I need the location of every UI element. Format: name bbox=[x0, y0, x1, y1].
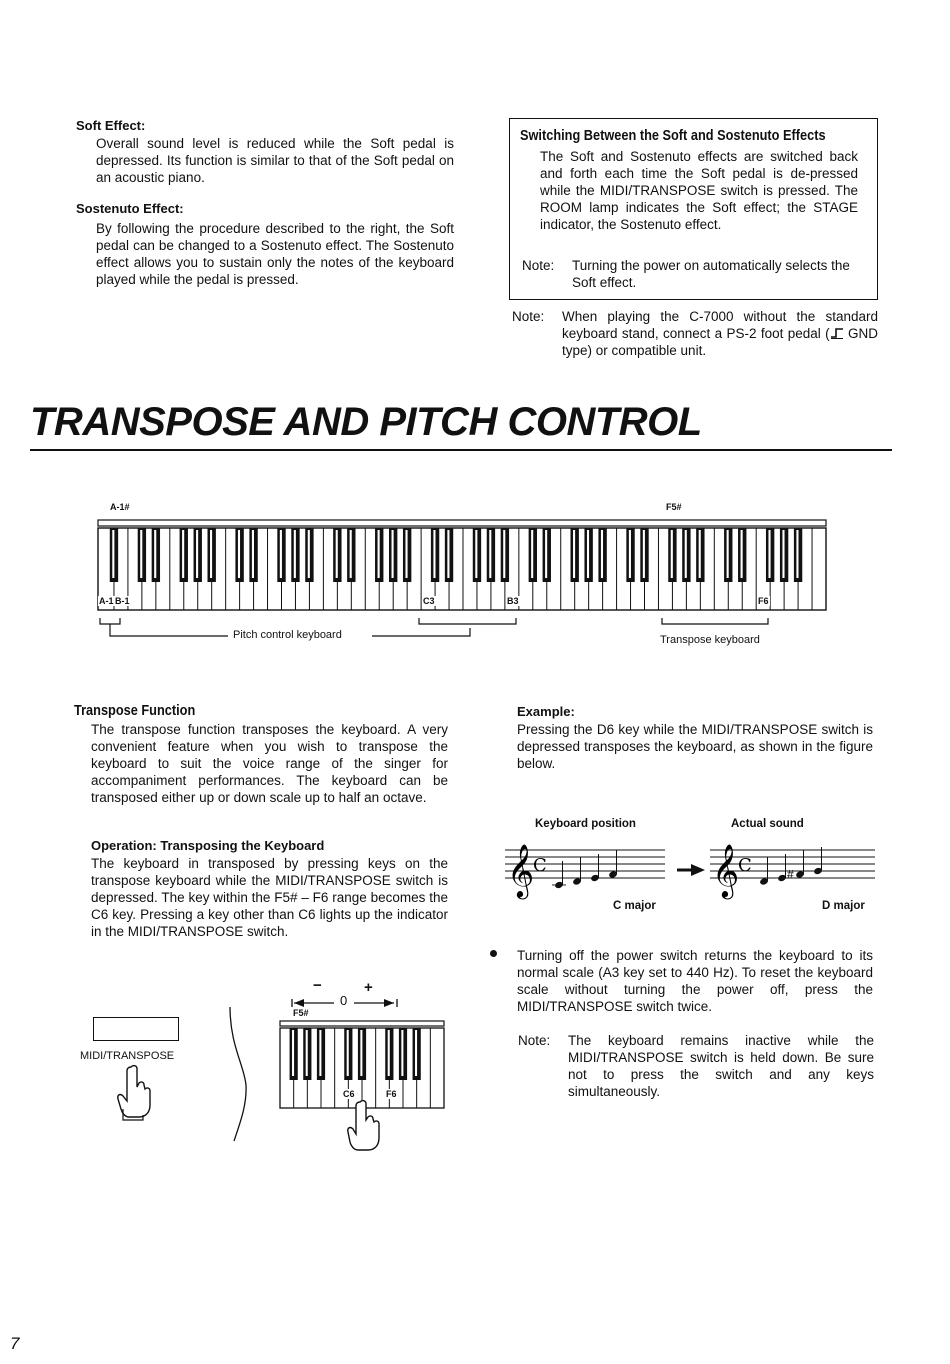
black-key-highlight bbox=[378, 530, 380, 578]
bullet-icon bbox=[490, 950, 497, 957]
midi-transpose-switch bbox=[93, 1017, 179, 1041]
black-key-highlight bbox=[447, 530, 449, 578]
treble-clef-icon: 𝄞 bbox=[712, 843, 740, 897]
black-key-highlight bbox=[392, 530, 394, 578]
example-body: Pressing the D6 key while the MIDI/TRANSPOSE switch is depressed transposes the keyboard, as shown in the figure below. bbox=[517, 722, 873, 771]
switching-note-text: Turning the power on automatically selects the Soft effect. bbox=[572, 258, 850, 290]
black-key-highlight bbox=[503, 530, 505, 578]
common-time-icon: C bbox=[533, 855, 547, 876]
black-key-highlight bbox=[347, 1030, 349, 1076]
sostenuto-effect-body: By following the procedure described to the right, the Soft pedal can be changed to a Sostenuto effect. The Sostenuto effect allows you to sustain only the notes of the keyboard played while the pedal is pressed. bbox=[96, 221, 454, 287]
black-key-highlight bbox=[796, 530, 798, 578]
black-key-highlight bbox=[587, 530, 589, 578]
black-key-highlight bbox=[154, 530, 156, 578]
black-key-highlight bbox=[196, 530, 198, 578]
sostenuto-effect-heading: Sostenuto Effect: bbox=[76, 201, 184, 216]
switching-box bbox=[509, 118, 878, 300]
black-key-highlight bbox=[401, 1030, 403, 1076]
black-key-highlight bbox=[545, 530, 547, 578]
music-notation-example bbox=[505, 836, 880, 904]
d-major-label: D major bbox=[822, 900, 865, 912]
bottom-note-text: The keyboard remains inactive while the MIDI/TRANSPOSE switch is held down. Be sure not to press the switch and any keys simultaneously. bbox=[568, 1033, 874, 1099]
black-key-highlight bbox=[671, 530, 673, 578]
bottom-note bbox=[518, 1032, 874, 1100]
transpose-minus: − bbox=[313, 977, 322, 994]
figure-bracket bbox=[226, 1005, 256, 1145]
black-key-highlight bbox=[112, 530, 114, 578]
stand-note bbox=[512, 308, 878, 359]
key-label-c3: C3 bbox=[423, 596, 435, 606]
example-heading: Example: bbox=[517, 704, 575, 719]
stand-note-text bbox=[562, 308, 878, 359]
black-key-highlight bbox=[433, 530, 435, 578]
page-number: 7 bbox=[10, 1334, 20, 1353]
pitch-control-label: Pitch control keyboard bbox=[233, 629, 342, 641]
transpose-function-body: The transpose function transposes the keyboard. A very convenient feature when you wish to transpose the keyboard to suit the voice range of the singer for accompaniment performances. The keyboard can be transposed either up or down scale up to half an octave. bbox=[91, 722, 448, 805]
full-keyboard-diagram bbox=[96, 518, 832, 618]
black-key-highlight bbox=[182, 530, 184, 578]
key-label-f6: F6 bbox=[758, 596, 769, 606]
small-c6-label: C6 bbox=[343, 1089, 355, 1099]
small-f5-label: F5# bbox=[293, 1008, 309, 1018]
staff-d-major bbox=[710, 843, 875, 899]
key-label-b-1: B-1 bbox=[115, 596, 130, 606]
black-key-highlight bbox=[415, 1030, 417, 1076]
black-key-highlight bbox=[319, 1030, 321, 1076]
midi-transpose-switch-label: MIDI/TRANSPOSE bbox=[80, 1050, 175, 1062]
key-label-a-1: A-1 bbox=[99, 596, 114, 606]
black-key-highlight bbox=[308, 530, 310, 578]
small-f6-label: F6 bbox=[386, 1089, 397, 1099]
stand-note-text-b: GND type) or compatible unit. bbox=[562, 326, 878, 358]
stand-note-key: Note: bbox=[512, 309, 545, 324]
black-key-highlight bbox=[280, 530, 282, 578]
top-left-key-label: A-1# bbox=[110, 502, 130, 512]
black-key-highlight bbox=[360, 1030, 362, 1076]
black-key-highlight bbox=[727, 530, 729, 578]
black-key-highlight bbox=[643, 530, 645, 578]
transpose-zero: 0 bbox=[340, 993, 348, 1008]
stand-note-text-a: When playing the C-7000 without the standard keyboard stand, connect a PS-2 foot pedal ( bbox=[562, 309, 878, 341]
black-key-highlight bbox=[629, 530, 631, 578]
black-key-highlight bbox=[768, 530, 770, 578]
transpose-keyboard-label: Transpose keyboard bbox=[660, 634, 760, 646]
treble-clef-icon: 𝄞 bbox=[507, 843, 535, 897]
black-key-highlight bbox=[601, 530, 603, 578]
pressing-hand-icon bbox=[115, 1065, 155, 1121]
top-right-key-label: F5# bbox=[666, 502, 682, 512]
transpose-plus: + bbox=[364, 979, 373, 996]
black-key-highlight bbox=[531, 530, 533, 578]
pedal-switch-symbol-icon bbox=[830, 327, 844, 339]
black-key-highlight bbox=[685, 530, 687, 578]
black-key-highlight bbox=[782, 530, 784, 578]
switching-note-key: Note: bbox=[522, 258, 555, 273]
black-key-highlight bbox=[210, 530, 212, 578]
key-label-b3: B3 bbox=[507, 596, 519, 606]
bottom-note-key: Note: bbox=[518, 1033, 551, 1048]
c-major-label: C major bbox=[613, 900, 656, 912]
black-key-highlight bbox=[140, 530, 142, 578]
switching-body: The Soft and Sostenuto effects are switched back and forth each time the Soft pedal is de-pressed while the MIDI/TRANSPOSE switch is pressed. The ROOM lamp indicates the Soft effect; the STAGE indicator, the Sostenuto effect. bbox=[540, 149, 858, 232]
operation-heading: Operation: Transposing the Keyboard bbox=[91, 838, 325, 853]
section-rule bbox=[30, 449, 892, 451]
transpose-function-heading: Transpose Function bbox=[74, 703, 196, 719]
pressing-finger-icon bbox=[346, 1100, 382, 1154]
section-title: TRANSPOSE AND PITCH CONTROL bbox=[30, 400, 702, 444]
black-key-highlight bbox=[350, 530, 352, 578]
black-key-highlight bbox=[252, 530, 254, 578]
actual-sound-label: Actual sound bbox=[731, 818, 804, 830]
power-reset-text: Turning off the power switch returns the keyboard to its normal scale (A3 key set to 440 Hz). To reset the keyboard scale without turning the power off, press the MIDI/TRANSPOSE switch twice. bbox=[517, 948, 873, 1014]
common-time-icon: C bbox=[738, 855, 752, 876]
keyboard-body bbox=[98, 528, 826, 610]
black-key-highlight bbox=[489, 530, 491, 578]
operation-body: The keyboard in transposed by pressing keys on the transpose keyboard while the MIDI/TRANSPOSE switch is depressed. The key within the F5# – F6 range becomes the C6 key. Pressing a key other than C6 lights up the indicator in the MIDI/TRANSPOSE switch. bbox=[91, 856, 448, 939]
black-key-highlight bbox=[306, 1030, 308, 1076]
black-key-highlight bbox=[336, 530, 338, 578]
small-keyboard-rail bbox=[280, 1021, 444, 1026]
black-key-highlight bbox=[292, 1030, 294, 1076]
switching-note bbox=[522, 257, 862, 291]
switching-heading: Switching Between the Soft and Sostenuto Effects bbox=[520, 128, 826, 144]
keyboard-top-rail bbox=[98, 520, 826, 526]
black-key-highlight bbox=[238, 530, 240, 578]
soft-effect-heading: Soft Effect: bbox=[76, 118, 146, 133]
black-key-highlight bbox=[741, 530, 743, 578]
black-key-highlight bbox=[573, 530, 575, 578]
staff-c-major bbox=[505, 843, 665, 899]
black-key-highlight bbox=[475, 530, 477, 578]
black-key-highlight bbox=[405, 530, 407, 578]
black-key-highlight bbox=[294, 530, 296, 578]
soft-effect-body: Overall sound level is reduced while the Soft pedal is depressed. Its function is similar to that of the Soft pedal on an acoustic piano. bbox=[96, 136, 454, 185]
sharp-icon: # bbox=[787, 867, 794, 882]
transpose-arrow-icon bbox=[677, 864, 705, 876]
black-key-highlight bbox=[388, 1030, 390, 1076]
keyboard-position-label: Keyboard position bbox=[535, 818, 636, 830]
black-key-highlight bbox=[699, 530, 701, 578]
